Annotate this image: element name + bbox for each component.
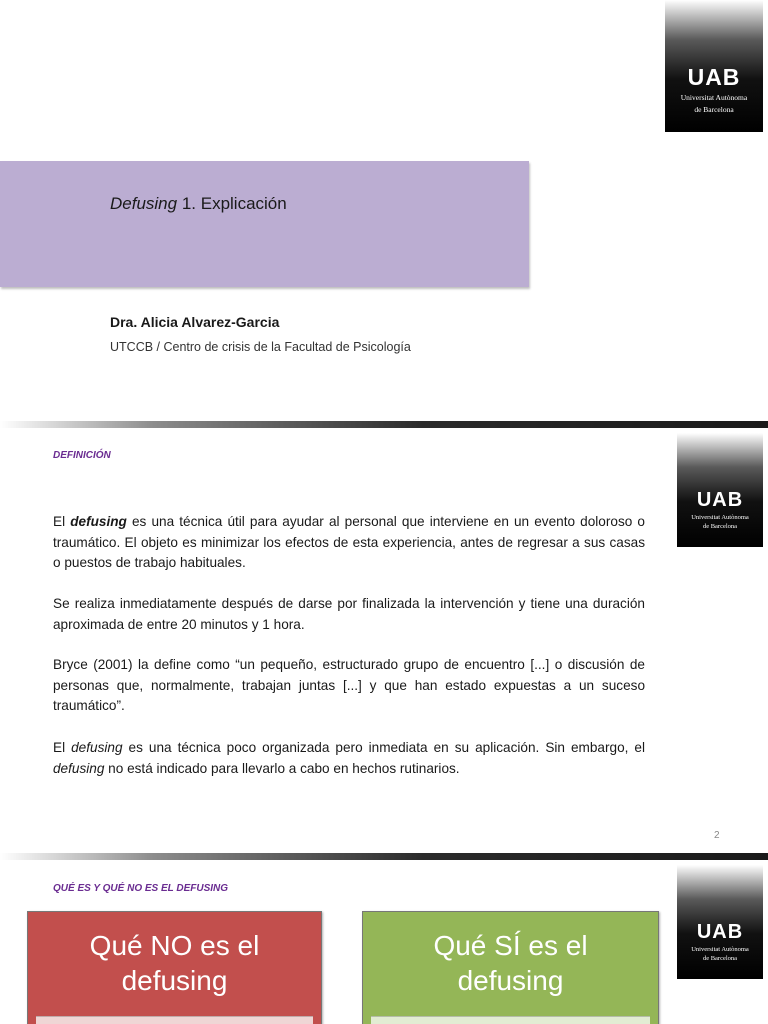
uab-logo xyxy=(677,865,763,979)
text-run: es una técnica poco organizada pero inmediata en su aplicación. Sin embargo, el xyxy=(122,740,645,755)
section-label: DEFINICIÓN xyxy=(53,450,111,461)
text-run-italic: defusing xyxy=(53,760,105,776)
card-heading-line1: Qué SÍ es el xyxy=(433,930,588,961)
card-heading-line1: Qué NO es el xyxy=(89,930,260,961)
title-band xyxy=(0,161,529,287)
slide-title-rest: 1. Explicación xyxy=(177,194,287,213)
slide-3 xyxy=(0,853,768,1024)
slide-1 xyxy=(0,0,768,421)
text-run: El xyxy=(53,740,72,755)
paragraph-1 xyxy=(53,512,645,574)
card-what-it-is xyxy=(362,911,659,1024)
uab-logo-mark: UAB xyxy=(696,921,744,943)
paragraph-2-text: Se realiza inmediatamente después de darse por finalizada la intervención y tiene una duración aproximada de entre 20 minutos y 1 hora. xyxy=(53,596,645,632)
text-run: El xyxy=(53,514,71,529)
section-label: QUÉ ES Y QUÉ NO ES EL DEFUSING xyxy=(53,883,229,894)
text-run-emphasis: defusing xyxy=(70,514,127,529)
uab-logo xyxy=(665,0,763,132)
card-content-area xyxy=(36,1016,313,1024)
uab-logo-line1: Universitat Autònoma xyxy=(691,946,749,953)
card-what-it-is-not xyxy=(27,911,322,1024)
paragraph-3 xyxy=(53,655,645,717)
uab-logo xyxy=(677,433,763,547)
author-affiliation: UTCCB / Centro de crisis de la Facultad de Psicología xyxy=(110,340,411,354)
card-heading-line2: defusing xyxy=(121,965,228,996)
card-heading xyxy=(363,912,658,998)
paragraph-3-text: Bryce (2001) la define como “un pequeño, estructurado grupo de encuentro [...] o discusión de personas que, normalmente, trabajan juntas [...] y que han estado expuestas a un suceso traumático”. xyxy=(53,657,645,713)
uab-logo-mark: UAB xyxy=(696,489,744,511)
uab-logo-line2: de Barcelona xyxy=(694,104,734,114)
page-number: 2 xyxy=(714,830,720,841)
text-run: es una técnica útil para ayudar al personal que interviene en un evento doloroso o traumático. El objeto es minimizar los efectos de esta experiencia, antes de regresar a sus casas o puestos de trabajo habituales. xyxy=(53,514,645,570)
paragraph-4 xyxy=(53,738,645,779)
text-run: no está indicado para llevarlo a cabo en hechos rutinarios. xyxy=(104,760,460,776)
uab-logo-line2: de Barcelona xyxy=(702,955,738,963)
uab-logo-line2: de Barcelona xyxy=(702,523,738,531)
text-run-italic: defusing xyxy=(71,740,123,755)
card-content-area xyxy=(371,1016,650,1024)
slide-title xyxy=(110,194,287,214)
slide-top-bar xyxy=(0,853,768,860)
paragraph-2 xyxy=(53,594,645,635)
uab-logo-line1: Universitat Autònoma xyxy=(680,93,748,102)
slide-top-bar xyxy=(0,421,768,428)
uab-logo-mark: UAB xyxy=(687,64,741,90)
uab-logo-line1: Universitat Autònoma xyxy=(691,514,749,521)
card-heading xyxy=(28,912,321,998)
author-name: Dra. Alicia Alvarez-Garcia xyxy=(110,314,280,330)
slide-title-italic: Defusing xyxy=(110,194,178,213)
card-heading-line2: defusing xyxy=(457,965,564,996)
slide-2 xyxy=(0,421,768,853)
